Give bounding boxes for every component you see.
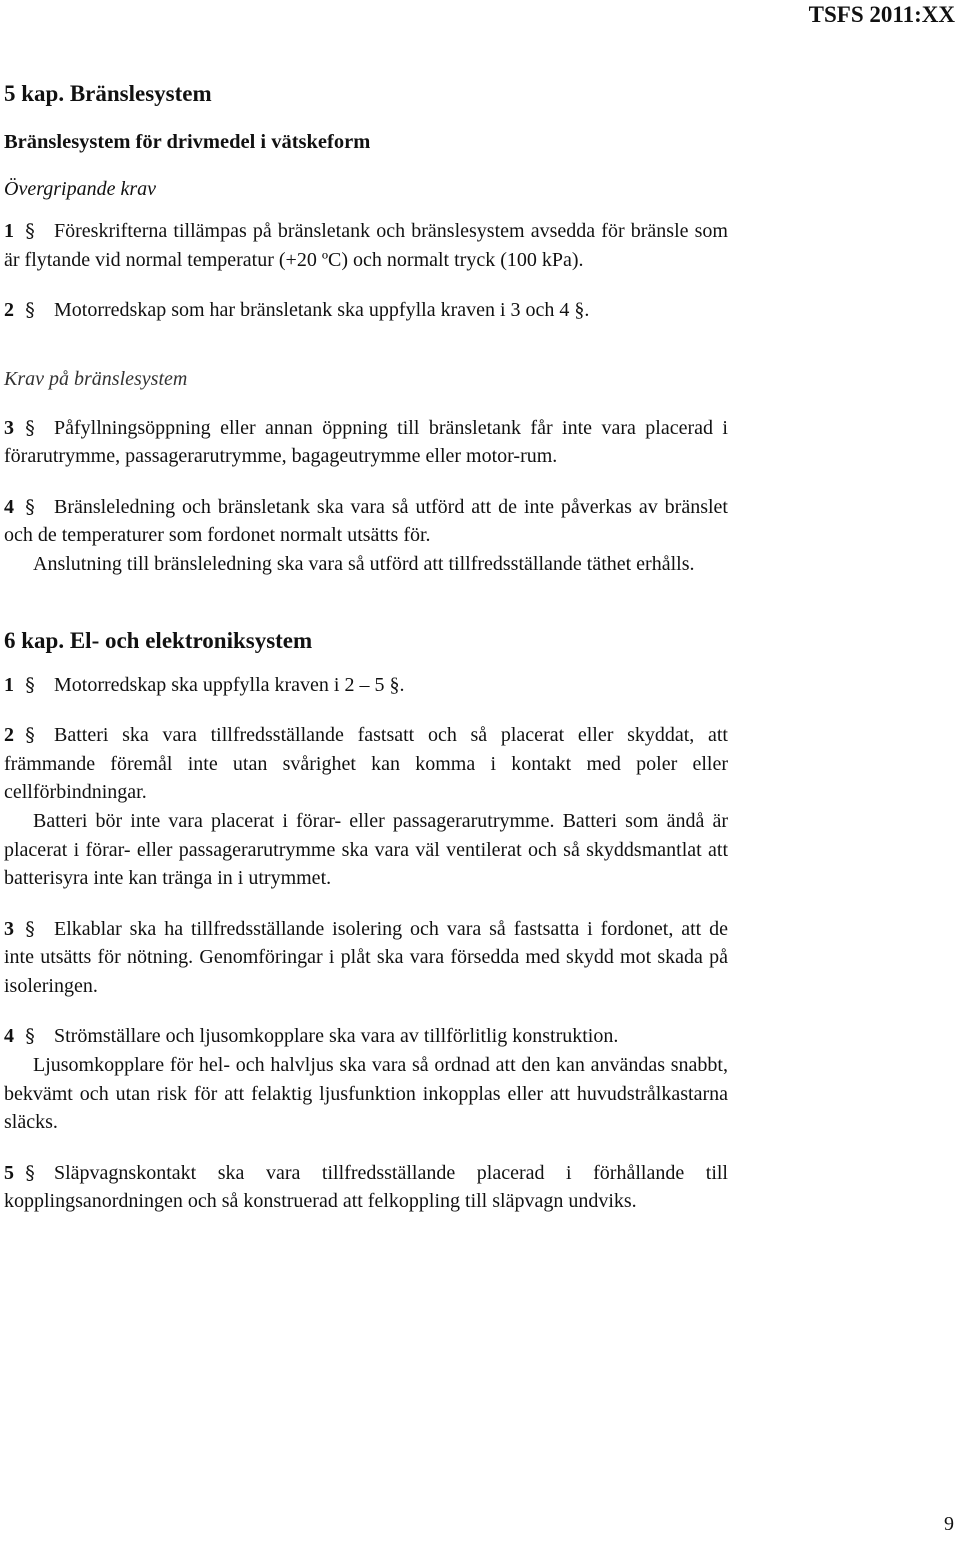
section-text: Batteri ska vara tillfredsställande fastsatt och så placerat eller skyddat, att främmande föremål inte utan svårighet kan komma i kontakt med poler eller cellförbindningar. (4, 724, 728, 804)
chapter-5-title: 5 kap. Bränslesystem (4, 81, 212, 106)
section-sign: § (25, 495, 35, 518)
section-sign: § (25, 1025, 35, 1048)
section-number: 2 (4, 724, 14, 747)
section-number: 5 (4, 1161, 14, 1184)
ch6-section-4-continuation: Ljusomkopplare för hel- och halvljus ska vara så ordnad att den kan användas snabbt, bekvämt och utan risk för att felaktig ljusfunktion inkopplas eller att huvudstrålkastarna släcks. (4, 1054, 728, 1134)
ch5-section-2 (4, 296, 728, 325)
chapter-5-subtitle: Bränslesystem för drivmedel i vätskeform (4, 131, 371, 153)
ch6-section-3 (4, 915, 728, 1001)
section-text: Påfyllningsöppning eller annan öppning till bränsletank får inte vara placerad i förarutrymme, passagerarutrymme, bagageutrymme eller motor-rum. (4, 416, 728, 468)
section-sign: § (25, 724, 35, 747)
section-text: Strömställare och ljusomkopplare ska vara av tillförlitlig konstruktion. (54, 1025, 619, 1048)
ch5-section-1 (4, 217, 728, 274)
page-number: 9 (944, 1513, 954, 1535)
ch6-section-1 (4, 671, 728, 700)
section-text: Bränsleledning och bränsletank ska vara så utförd att de inte påverkas av bränslet och de temperaturer som fordonet normalt utsätts för. (4, 495, 728, 547)
section-sign: § (25, 416, 35, 439)
section-number: 4 (4, 495, 14, 518)
section-number: 1 (4, 220, 14, 243)
section-text: Föreskrifterna tillämpas på bränsletank och bränslesystem avsedda för bränsle som är flytande vid normal temperatur (+20 ºC) och normalt tryck (100 kPa). (4, 220, 728, 271)
document-code: TSFS 2011:XX (808, 2, 955, 27)
ch5-section-3 (4, 414, 728, 471)
group-heading-fuel-system: Krav på bränslesystem (4, 367, 188, 390)
section-sign: § (25, 1161, 35, 1184)
ch6-section-2 (4, 721, 728, 807)
section-sign: § (25, 220, 35, 243)
chapter-6-title: 6 kap. El- och elektroniksystem (4, 627, 313, 653)
ch6-section-5 (4, 1159, 728, 1216)
section-number: 1 (4, 673, 14, 696)
group-heading-overall: Övergripande krav (4, 177, 156, 200)
section-number: 3 (4, 917, 14, 940)
document-content (4, 78, 728, 1216)
ch5-section-4 (4, 493, 728, 550)
section-text: Elkablar ska ha tillfredsställande isolering och vara så fastsatta i fordonet, att de inte utsätts för nötning. Genomföringar i plåt ska vara försedda med skydd mot skada på isoleringen. (4, 917, 728, 997)
section-sign: § (25, 299, 35, 322)
section-number: 2 (4, 299, 14, 322)
section-number: 3 (4, 416, 14, 439)
section-sign: § (25, 673, 35, 696)
section-text: Släpvagnskontakt ska vara tillfredsställande placerad i förhållande till kopplingsanordningen och så konstruerad att felkoppling till släpvagn undviks. (4, 1161, 728, 1213)
section-text: Motorredskap ska uppfylla kraven i 2 – 5 §. (54, 673, 405, 696)
ch6-section-2-continuation: Batteri bör inte vara placerat i förar- eller passagerarutrymme. Batteri som ändå är placerat i förar- eller passagerarutrymme ska vara väl ventilerat och så skyddsmantlat att batterisyra inte kan tränga in i utrymmet. (4, 809, 728, 890)
section-number: 4 (4, 1025, 14, 1048)
section-text: Motorredskap som har bränsletank ska uppfylla kraven i 3 och 4 §. (54, 299, 590, 322)
ch5-section-4-continuation: Anslutning till bränsleledning ska vara så utförd att tillfredsställande täthet erhålls. (33, 552, 695, 575)
section-sign: § (25, 917, 35, 940)
ch6-section-4 (4, 1022, 728, 1051)
